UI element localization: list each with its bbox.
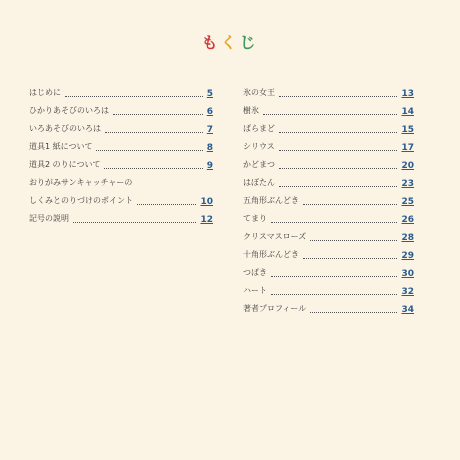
toc-page-link[interactable]: 15 (401, 125, 414, 135)
toc-entry[interactable] (29, 154, 213, 172)
page-title (0, 30, 460, 53)
toc-page-link[interactable]: 12 (200, 215, 213, 225)
toc-entry[interactable] (243, 100, 414, 118)
toc-page-link[interactable]: 5 (206, 89, 213, 99)
leader-dots (104, 168, 202, 169)
toc-entry[interactable] (243, 280, 414, 298)
toc-entry-label: いろあそびのいろは (29, 124, 101, 133)
leader-dots (271, 276, 397, 277)
toc-page-link[interactable]: 8 (206, 143, 213, 153)
toc-entry[interactable] (243, 136, 414, 154)
leader-dots (113, 114, 203, 115)
toc-entry-label: 著者プロフィール (243, 304, 307, 313)
leader-dots (271, 222, 397, 223)
toc-page-link[interactable]: 32 (401, 287, 414, 297)
toc-entry-label: シリウス (243, 142, 275, 151)
leader-dots (279, 168, 397, 169)
toc-entry[interactable] (243, 172, 414, 190)
toc-entry-label: ばらまど (243, 124, 275, 133)
toc-entry-label: はぼたん (243, 178, 275, 187)
leader-dots (279, 96, 397, 97)
toc-entry-label: ひかりあそびのいろは (29, 106, 109, 115)
leader-dots (303, 204, 397, 205)
toc-page-link[interactable]: 6 (206, 107, 213, 117)
toc-entry[interactable] (29, 172, 213, 208)
toc-entry[interactable] (243, 226, 414, 244)
toc-page-link[interactable]: 30 (401, 269, 414, 279)
leader-dots (105, 132, 203, 133)
leader-dots (279, 150, 398, 151)
toc-entry-label: しくみとのりづけのポイント (29, 196, 133, 205)
leader-dots (96, 150, 202, 151)
toc-entry-label: クリスマスローズ (243, 232, 307, 241)
title-char-1: も (201, 33, 221, 52)
toc-entry[interactable] (243, 298, 414, 316)
toc-page-link[interactable]: 29 (401, 251, 414, 261)
leader-dots (73, 222, 196, 223)
toc-entry-label: はじめに (29, 88, 61, 97)
toc-entry[interactable] (243, 154, 414, 172)
title-char-3: じ (239, 33, 259, 52)
toc-page-link[interactable]: 26 (401, 215, 414, 225)
toc-entry-label: かどまつ (243, 160, 275, 169)
leader-dots (271, 294, 397, 295)
leader-dots (65, 96, 203, 97)
leader-dots (310, 312, 397, 313)
toc-page-link[interactable]: 9 (206, 161, 213, 171)
toc-left-column (29, 82, 213, 226)
toc-entry-label: てまり (243, 214, 267, 223)
toc-entry-label: 道具1 紙について (29, 142, 93, 151)
toc-entry-label: 道具2 のりについて (29, 160, 101, 169)
toc-right-column (243, 82, 414, 316)
leader-dots (263, 114, 397, 115)
toc-entry[interactable] (243, 82, 414, 100)
toc-entry[interactable] (243, 244, 414, 262)
toc-page-link[interactable]: 28 (401, 233, 414, 243)
toc-page-link[interactable]: 10 (200, 197, 213, 207)
toc-page-link[interactable]: 17 (401, 143, 414, 153)
toc-entry[interactable] (29, 82, 213, 100)
toc-entry[interactable] (243, 190, 414, 208)
toc-entry-label: 樹氷 (243, 106, 259, 115)
toc-entry-label: 記号の説明 (29, 214, 69, 223)
toc-page-link[interactable]: 20 (401, 161, 414, 171)
toc-entry[interactable] (243, 208, 414, 226)
leader-dots (310, 240, 397, 241)
toc-entry-label: ハート (243, 286, 267, 295)
toc-entry[interactable] (29, 118, 213, 136)
leader-dots (137, 204, 196, 205)
toc-page-link[interactable]: 23 (401, 179, 414, 189)
toc-page-link[interactable]: 34 (401, 305, 414, 315)
toc-entry-label: 五角形ぶんどき (243, 196, 299, 205)
toc-page-link[interactable]: 13 (401, 89, 414, 99)
toc-page-link[interactable]: 14 (401, 107, 414, 117)
toc-entry-label-line1: おりがみサンキャッチャーの (29, 178, 133, 187)
leader-dots (279, 186, 397, 187)
toc-page-link[interactable]: 25 (401, 197, 414, 207)
title-char-2: く (220, 33, 240, 52)
toc-entry[interactable] (243, 118, 414, 136)
toc-entry[interactable] (29, 208, 213, 226)
toc-entry-label: 十角形ぶんどき (243, 250, 299, 259)
leader-dots (303, 258, 397, 259)
toc-entry[interactable] (29, 136, 213, 154)
toc-entry-label: 氷の女王 (243, 88, 275, 97)
toc-entry[interactable] (243, 262, 414, 280)
toc-entry-label: つばき (243, 268, 267, 277)
toc-entry[interactable] (29, 100, 213, 118)
toc-page-link[interactable]: 7 (206, 125, 213, 135)
leader-dots (279, 132, 397, 133)
